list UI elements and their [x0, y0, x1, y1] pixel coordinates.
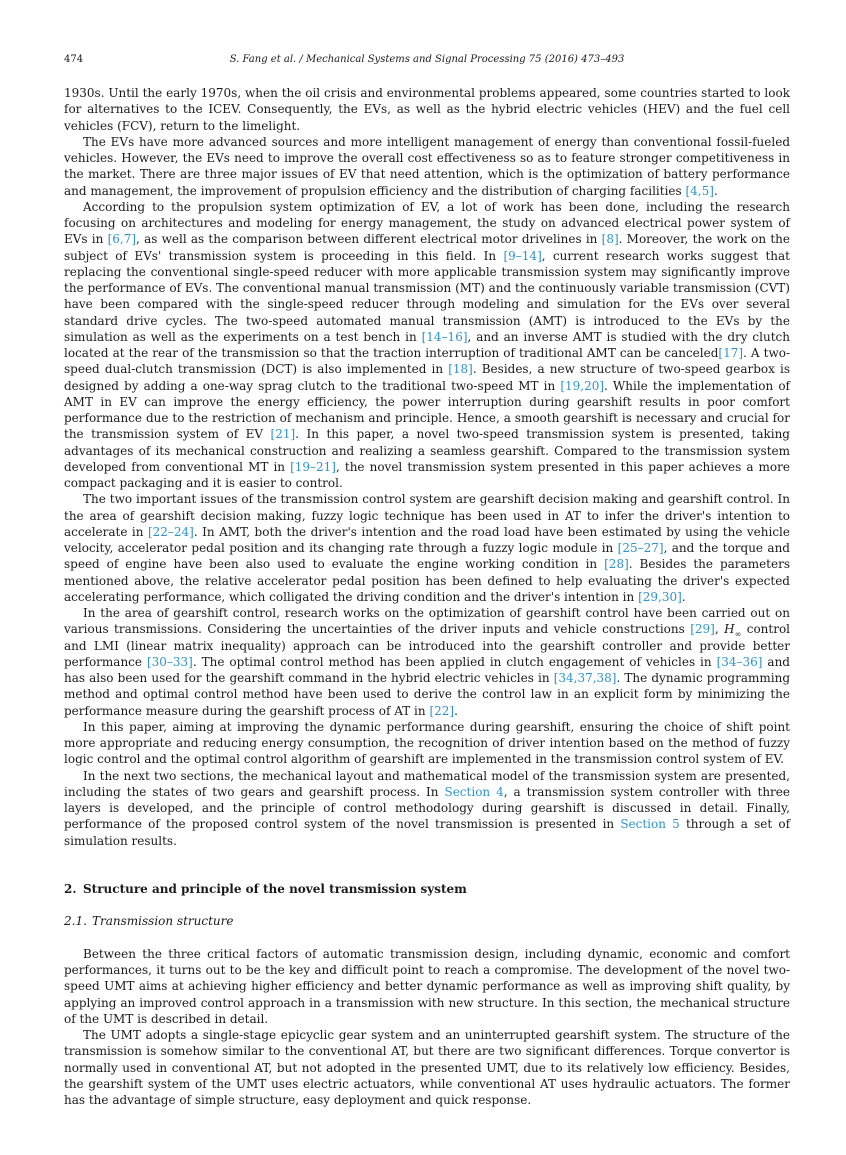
citation-link[interactable]: [21]	[270, 427, 296, 442]
paragraph-7: In the next two sections, the mechanical layout and mathematical model of the transmission system are presented, including the states of two gears and gearshift process. In Section 4, a transmission system controller with three layers is developed, and the principle of control methodology during gearshift is discussed in detail. Finally, performance of the proposed control system of the novel transmission is presented in Section 5 through a set of simulation results.	[64, 768, 791, 848]
citation-link[interactable]: [8]	[601, 232, 619, 247]
running-head: S. Fang et al. / Mechanical Systems and Signal Processing 75 (2016) 473–493	[229, 54, 625, 65]
citation-link[interactable]: [29]	[690, 622, 715, 637]
citation-link[interactable]: [17]	[718, 346, 744, 360]
citation-link[interactable]: [25–27]	[617, 541, 664, 555]
section-link[interactable]: Section 4	[444, 784, 504, 799]
paragraph-2: The EVs have more advanced sources and more intelligent management of energy than conventional fossil-fueled vehicles. However, the EVs need to improve the overall cost effectiveness so as to feature stronger competitiveness in the market. There are three major issues of EV that need attention, which is the optimization of battery performance and management, the improvement of propulsion efficiency and the distribution of charging facilities [4,5].	[64, 134, 790, 198]
citation-link[interactable]: [14–16]	[421, 329, 468, 344]
citation-link[interactable]: [34–36]	[716, 654, 763, 669]
citation-link[interactable]: [19,20]	[560, 378, 605, 393]
citation-link[interactable]: [34,37,38]	[553, 671, 617, 685]
citation-link[interactable]: [6,7]	[107, 232, 137, 247]
paragraph-3: According to the propulsion system optimization of EV, a lot of work has been done, including the research focusing on architectures and modeling for energy management, the study on advanced electrical power system of EVs in [6,7], as well as the comparison between different electrical motor drivelines in [8]. Moreover, the work on the subject of EVs' transmission system is proceeding in this field. In [9–14], current research works suggest that replacing the conventional single-speed reducer with more applicable transmission system may significantly improve the performance of EVs. The conventional manual transmission (MT) and the continuously variable transmission (CVT) have been compared with the single-speed reducer through modeling and simulation for the EVs over several standard drive cycles. The two-speed automated manual transmission (AMT) is introduced to the EVs by the simulation as well as the experiments on a test bench in [14–16], and an inverse AMT is studied with the dry clutch located at the rear of the transmission so that the traction interruption of traditional AMT can be canceled[17]. A two-speed dual-clutch transmission (DCT) is also implemented in [18]. Besides, a new structure of two-speed gearbox is designed by adding a one-way sprag clutch to the traditional two-speed MT in [19,20]. While the implementation of AMT in EV can improve the energy efficiency, the power interruption during gearshift results in poor comfort performance due to the restriction of mechanism and principle. Hence, a smooth gearshift is necessary and crucial for the transmission system of EV [21]. In this paper, a novel two-speed transmission system is presented, taking advantages of its mechanical construction and realizing a seamless gearshift. Compared to the transmission system developed from conventional MT in [19–21], the novel transmission system presented in this paper achieves a more compact packaging and it is easier to control.	[64, 199, 791, 490]
spacer	[64, 929, 790, 946]
paragraph-5: In the area of gearshift control, research works on the optimization of gearshift control have been carried out on various transmissions. Considering the uncertainties of the driver inputs and vehicle constructions [29], $H_\infty$ control and LMI (linear matrix inequality) approach can be introduced into the gearshift controller and provide better performance [30–33]. The optimal control method has been applied in clutch engagement of vehicles in [34–36] and has also been used for the gearshift command in the hybrid electric vehicles in [34,37,38]. The dynamic programming method and optimal control method have been used to derive the control law in an explicit form by minimizing the performance measure during the gearshift process of AT in [22].	[64, 606, 791, 718]
spacer	[64, 849, 790, 881]
section-heading: 2. Structure and principle of the novel transmission system	[64, 881, 467, 896]
citation-link[interactable]: [4,5]	[685, 183, 714, 198]
h-infinity-symbol: $H_\infty$	[724, 622, 742, 639]
citation-link[interactable]: [9–14]	[503, 248, 542, 263]
citation-link[interactable]: [19–21]	[290, 459, 336, 474]
article-body	[64, 85, 790, 1108]
section-link[interactable]: Section 5	[620, 817, 680, 832]
subsection-heading: 2.1. Transmission structure	[64, 913, 234, 928]
paragraph-9: The UMT adopts a single-stage epicyclic gear system and an uninterrupted gearshift system. The structure of the transmission is somehow similar to the conventional AT, but there are two significant differences. Torque convertor is normally used in conventional AT, but not adopted in the presented UMT, due to its relatively low efficiency. Besides, the gearshift system of the UMT uses electric actuators, while conventional AT uses hydraulic actuators. The former has the advantage of simple structure, easy deployment and quick response.	[64, 1028, 790, 1107]
citation-link[interactable]: [30–33]	[146, 654, 193, 669]
citation-link[interactable]: [28]	[604, 557, 629, 572]
paragraph-1: 1930s. Until the early 1970s, when the oil crisis and environmental problems appeared, some countries started to look for alternatives to the ICEV. Consequently, the EVs, as well as the hybrid electric vehicles (HEV) and the fuel cell vehicles (FCV), return to the limelight.	[64, 86, 790, 133]
citation-link[interactable]: [18]	[448, 362, 473, 377]
paragraph-4: The two important issues of the transmission control system are gearshift decision making and gearshift control. In the area of gearshift decision making, fuzzy logic technique has been used in AT to infer the driver's intention to accelerate in [22–24]. In AMT, both the driver's intention and the road load have been estimated by using the vehicle velocity, accelerator pedal position and its changing rate through a fuzzy logic module in [25–27], and the torque and speed of engine have been also used to evaluate the engine working condition in [28]. Besides the parameters mentioned above, the relative accelerator pedal position has been defined to help evaluating the driver's expected accelerating performance, which colligated the driving condition and the driver's intention in [29,30].	[64, 492, 790, 604]
page-number: 474	[64, 54, 84, 65]
page-header	[64, 52, 790, 68]
citation-link[interactable]: [22–24]	[147, 524, 194, 539]
paragraph-8: Between the three critical factors of automatic transmission design, including dynamic, economic and comfort performances, it turns out to be the key and difficult point to reach a compromise. The development of the novel two-speed UMT aims at achieving higher efficiency and better dynamic performance as well as improving shift quality, by applying an improved control approach in a transmission with new structure. In this section, the mechanical structure of the UMT is described in detail.	[64, 946, 790, 1026]
paragraph-6: In this paper, aiming at improving the dynamic performance during gearshift, ensuring the choice of shift point more appropriate and reducing energy consumption, the recognition of driver intention based on the method of fuzzy logic control and the optimal control algorithm of gearshift are implemented in the transmission control system of EV.	[64, 719, 790, 767]
citation-link[interactable]: [29,30]	[638, 589, 682, 604]
spacer	[64, 897, 790, 913]
citation-link[interactable]: [22]	[429, 703, 455, 718]
